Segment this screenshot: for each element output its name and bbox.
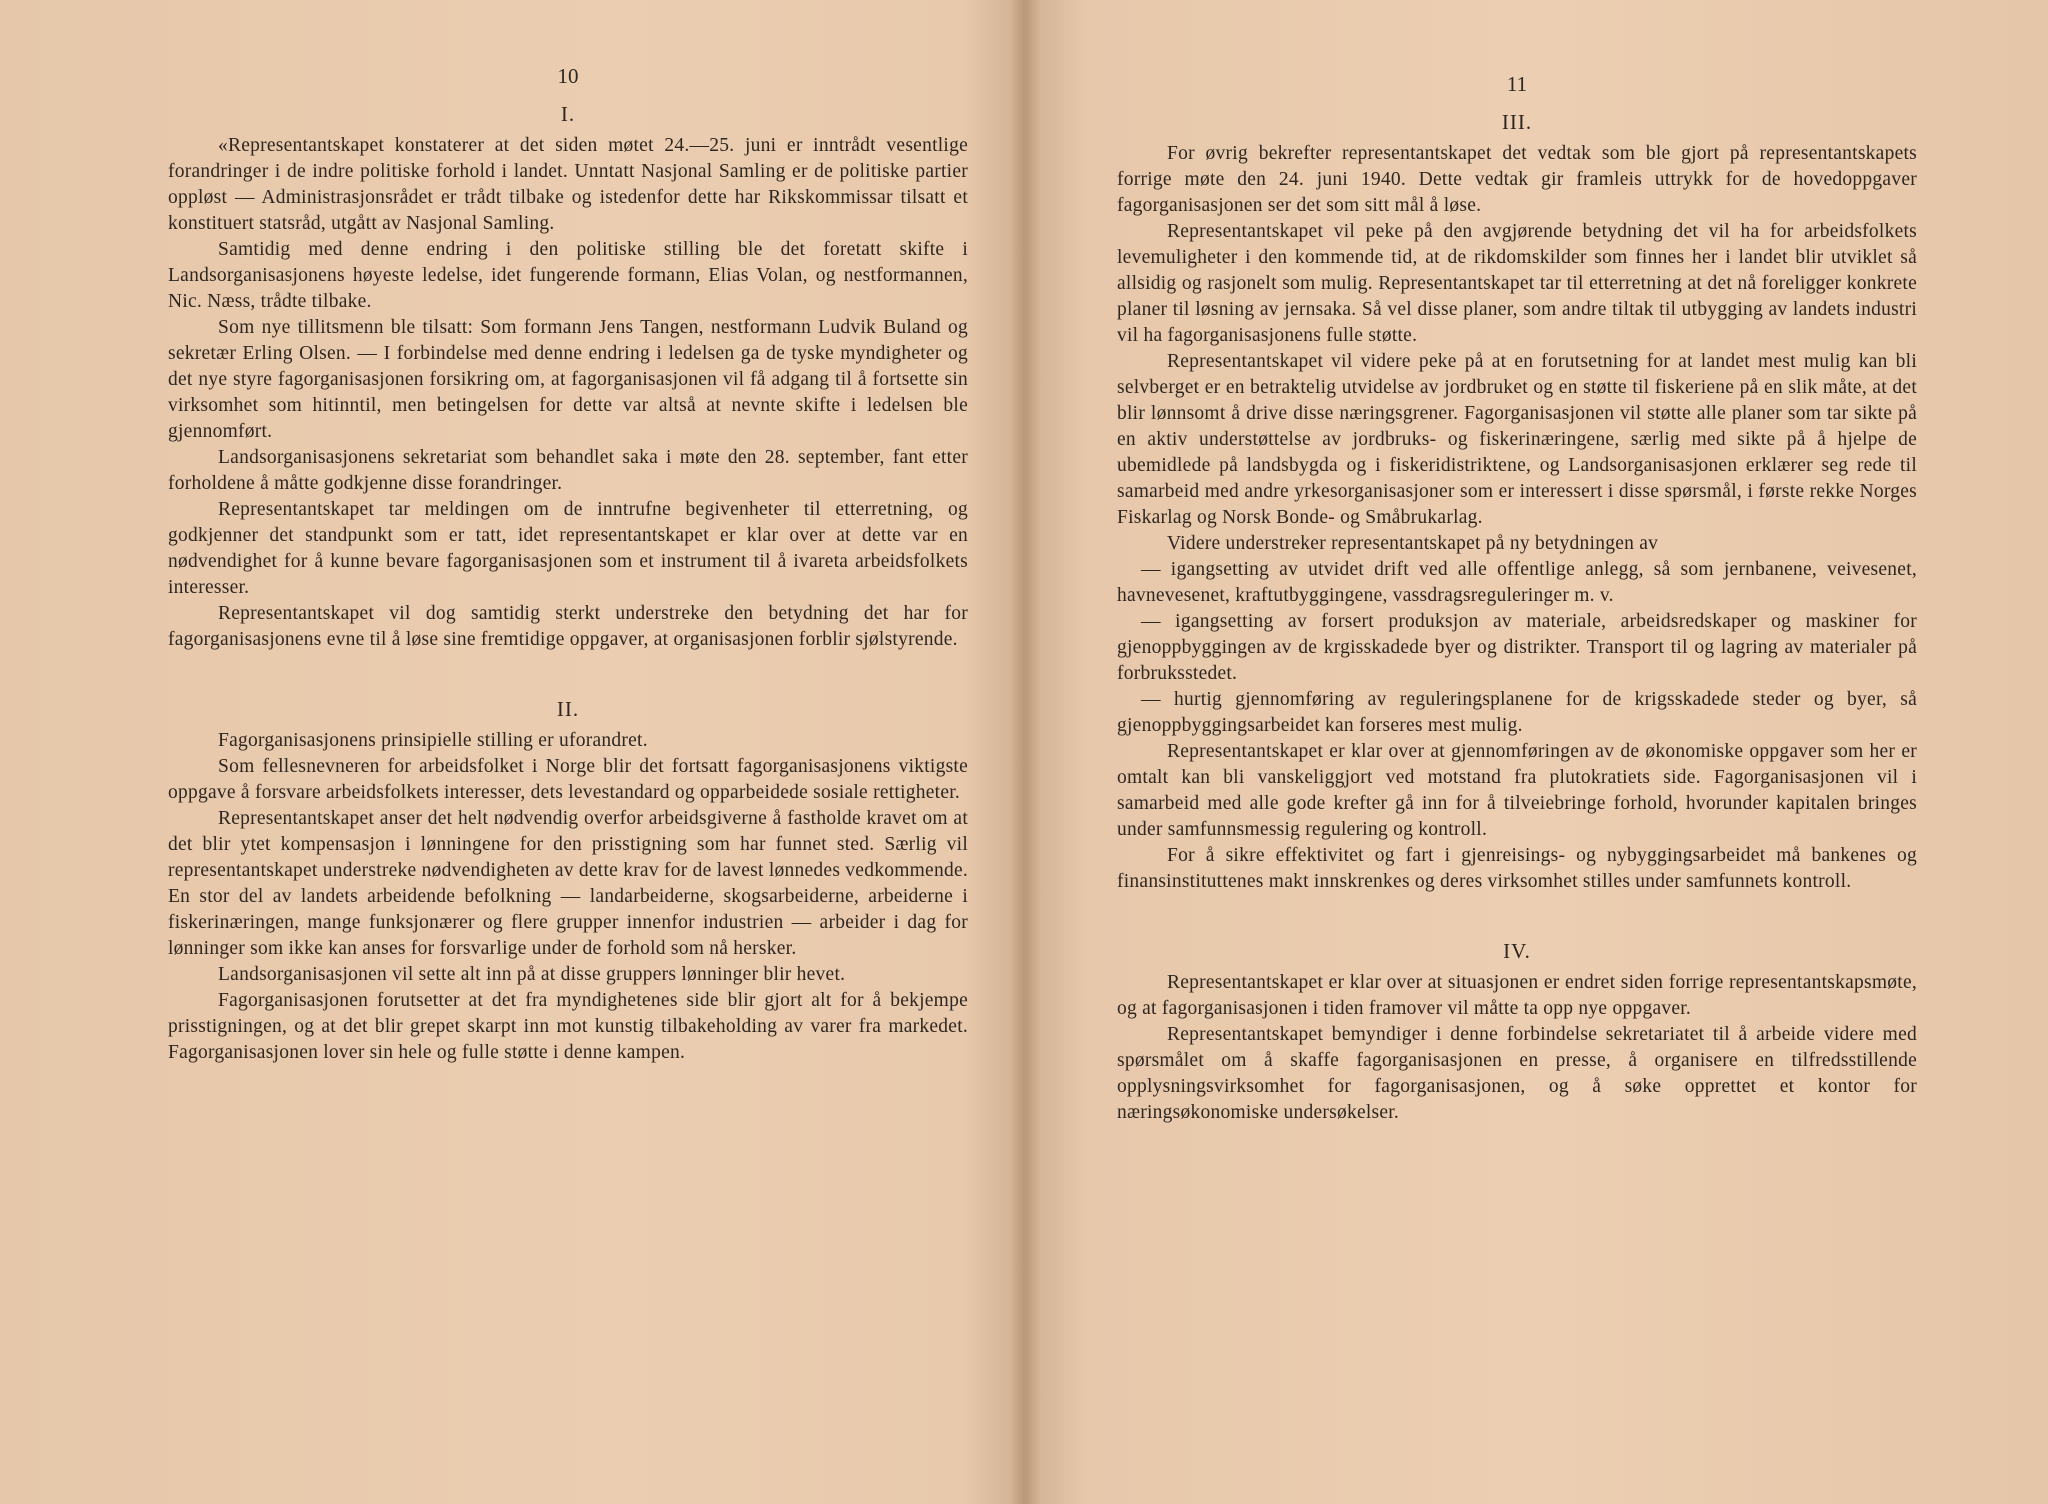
page-number: 10 <box>557 64 579 88</box>
right-page <box>1117 0 1917 1504</box>
section-heading: I. <box>560 102 576 126</box>
paragraph: Videre understreker representantskapet på ny betydningen av <box>1167 533 1659 554</box>
paragraph: «Representantskapet konstaterer at det siden møtet 24.—25. juni er inntrådt vesentlige forandringer i de indre politiske forhold i landet. Unntatt Nasjonal Samling er de politiske partier oppløst — Administrasjonsrådet er trådt tilbake og istedenfor dette har Rikskommissar tilsatt et konstituert statsråd, utgått av Nasjonal Samling. <box>168 135 968 234</box>
paragraph: For øvrig bekrefter representantskapet det vedtak som ble gjort på representantskapets forrige møte den 24. juni 1940. Dette vedtak gir framleis uttrykk for de hovedoppgaver fagorganisasjonen ser det som sitt mål å løse. <box>1117 143 1917 216</box>
paragraph: Landsorganisasjonen vil sette alt inn på at disse gruppers lønninger blir hevet. <box>218 964 846 985</box>
paragraph: Landsorganisasjonens sekretariat som behandlet saka i møte den 28. september, fant etter forholdene å måtte godkjenne disse forandringer. <box>168 447 968 494</box>
list-item: — hurtig gjennomføring av reguleringsplanene for de krigsskadede steder og byer, så gjenoppbyggingsarbeidet kan forseres mest mulig. <box>1117 689 1917 736</box>
list-item: — igangsetting av forsert produksjon av materiale, arbeidsredskaper og maskiner for gjenoppbyggingen av de krgisskadede byer og distrikter. Transport til og lagring av materialer på forbruksstedet. <box>1117 611 1917 684</box>
book-gutter <box>1010 0 1040 1504</box>
page-number: 11 <box>1506 72 1528 96</box>
paragraph: Representantskapet vil dog samtidig sterkt understreke den betydning det har for fagorganisasjonens evne til å løse sine fremtidige oppgaver, at organisasjonen forblir sjølstyrende. <box>168 603 968 650</box>
paragraph: Representantskapet vil peke på den avgjørende betydning det vil ha for arbeidsfolkets levemuligheter i den kommende tid, at de rikdomskilder som finnes her i landet blir utviklet så allsidig og rasjonelt som mulig. Representantskapet tar til etterretning at det nå foreligger konkrete planer til løsning av jernsaka. Så vel disse planer, som andre tiltak til utbygging av landets industri vil ha fagorganisasjonens fulle støtte. <box>1117 221 1917 346</box>
paragraph: Fagorganisasjonens prinsipielle stilling er uforandret. <box>218 730 648 751</box>
paragraph: Som fellesnevneren for arbeidsfolket i Norge blir det fortsatt fagorganisasjonens viktigste oppgave å forsvare arbeidsfolkets interesser, dets levestandard og opparbeidede sosiale rettigheter. <box>168 756 968 803</box>
paragraph: Som nye tillitsmenn ble tilsatt: Som formann Jens Tangen, nestformann Ludvik Buland og sekretær Erling Olsen. — I forbindelse med denne endring i ledelsen ga de tyske myndigheter og det nye styre fagorganisasjonen forsikring om, at fagorganisasjonen vil få adgang til å fortsette sin virksomhet som hitinntil, men betingelsen for dette var altså at nevnte skifte i ledelsen ble gjennomført. <box>168 317 968 442</box>
paragraph: Representantskapet tar meldingen om de inntrufne begivenheter til etterretning, og godkjenner det standpunkt som er tatt, idet representantskapet er klar over at dette var en nødvendighet for å kunne bevare fagorganisasjonen som et instrument til å ivareta arbeidsfolkets interesser. <box>168 499 968 598</box>
left-page <box>168 0 968 1504</box>
paragraph: Samtidig med denne endring i den politiske stilling ble det foretatt skifte i Landsorganisasjonens høyeste ledelse, idet fungerende formann, Elias Volan, og nestformannen, Nic. Næss, trådte tilbake. <box>168 239 968 312</box>
paragraph: Representantskapet vil videre peke på at en forutsetning for at landet mest mulig kan bli selvberget er en betraktelig utvidelse av jordbruket og en støtte til fiskeriene på en slik måte, at det blir lønnsomt å drive disse næringsgrener. Fagorganisasjonen vil støtte alle planer som tar sikte på en aktiv understøttelse av jordbruks- og fiskerinæringene, særlig med sikte på å hjelpe de ubemidlede på landsbygda og i fiskeridistriktene, og Landsorganisasjonen erklærer seg rede til samarbeid med andre yrkesorganisasjoner som er interessert i disse spørsmål, i første rekke Norges Fiskarlag og Norsk Bonde- og Småbrukarlag. <box>1117 351 1917 528</box>
section-heading: II. <box>556 697 580 721</box>
paragraph: For å sikre effektivitet og fart i gjenreisings- og nybyggingsarbeidet må bankenes og finansinstituttenes makt innskrenkes og deres virksomhet stilles under samfunnets kontroll. <box>1117 845 1917 892</box>
paragraph: Representantskapet bemyndiger i denne forbindelse sekretariatet til å arbeide videre med spørsmålet om å skaffe fagorganisasjonen en presse, å organisere en tilfredsstillende opplysningsvirksomhet for fagorganisasjonen, og å søke opprettet et kontor for næringsøkonomiske undersøkelser. <box>1117 1024 1917 1123</box>
paragraph: Representantskapet anser det helt nødvendig overfor arbeidsgiverne å fastholde kravet om at det blir ytet kompensasjon i lønningene for den prisstigning som har funnet sted. Særlig vil representantskapet understreke nødvendigheten av dette krav for de lavest lønnedes vedkommende. En stor del av landets arbeidende befolkning — landarbeiderne, skogsarbeiderne, arbeiderne i fiskerinæringen, mange funksjonærer og flere grupper innenfor industrien — arbeider i dag for lønninger som ikke kan anses for forsvarlige under de forhold som nå hersker. <box>168 808 968 959</box>
paragraph: Representantskapet er klar over at situasjonen er endret siden forrige representantskapsmøte, og at fagorganisasjonen i tiden framover vil måtte ta opp nye oppgaver. <box>1117 972 1917 1019</box>
section-heading: III. <box>1501 110 1533 134</box>
list-item: — igangsetting av utvidet drift ved alle offentlige anlegg, så som jernbanene, veivesenet, havnevesenet, kraftutbyggingene, vassdragsreguleringer m. v. <box>1117 559 1917 606</box>
paragraph: Fagorganisasjonen forutsetter at det fra myndighetenes side blir gjort alt for å bekjempe prisstigningen, og at det blir grepet skarpt inn mot kunstig tilbakeholding av varer fra markedet. Fagorganisasjonen lover sin hele og fulle støtte i denne kampen. <box>168 990 968 1063</box>
section-heading: IV. <box>1503 939 1531 963</box>
paragraph: Representantskapet er klar over at gjennomføringen av de økonomiske oppgaver som her er omtalt kan bli vanskeliggjort ved motstand fra plutokratiets side. Fagorganisasjonen vil i samarbeid med alle gode krefter gå inn for å tilveiebringe forhold, hvorunder kapitalen bringes under samfunnsmessig regulering og kontroll. <box>1117 741 1917 840</box>
